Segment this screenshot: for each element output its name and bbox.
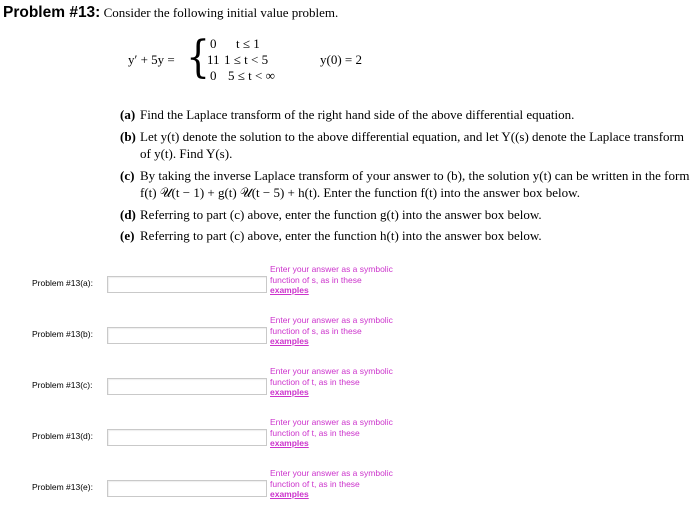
case-1-value: 0 xyxy=(210,36,217,51)
hint-line2: function of t, as in these xyxy=(270,376,360,387)
answer-input-c[interactable] xyxy=(107,378,267,395)
question-d-text: Referring to part (c) above, enter the function g(t) into the answer box below. xyxy=(140,206,542,222)
answer-row-b xyxy=(0,315,700,355)
question-e-label: (e) xyxy=(120,228,135,243)
hint-line1: Enter your answer as a symbolic xyxy=(270,264,393,274)
question-c-text: By taking the inverse Laplace transform of your answer to (b), the solution y(t) can be written in the form f(t) 𝒰(t − 1) + g(t) 𝒰(t − 5) + h(t). Enter the function f(t) into the answer box below. xyxy=(140,167,690,200)
differential-equation xyxy=(128,34,428,84)
question-list xyxy=(120,106,698,249)
problem-title: Problem #13: xyxy=(3,4,101,21)
left-brace: { xyxy=(186,32,210,83)
answer-hint-b xyxy=(270,315,393,347)
case-3-value: 0 xyxy=(210,68,217,83)
answer-row-c xyxy=(0,366,700,406)
hint-line1: Enter your answer as a symbolic xyxy=(270,315,393,325)
answer-label-e: Problem #13(e): xyxy=(32,482,93,492)
question-e xyxy=(120,227,698,245)
answer-input-b[interactable] xyxy=(107,327,267,344)
examples-link[interactable]: examples xyxy=(270,285,309,295)
problem-header xyxy=(3,4,338,22)
answer-hint-e xyxy=(270,468,393,500)
answer-label-c: Problem #13(c): xyxy=(32,380,93,390)
answer-input-a[interactable] xyxy=(107,276,267,293)
examples-link[interactable]: examples xyxy=(270,438,309,448)
hint-line1: Enter your answer as a symbolic xyxy=(270,468,393,478)
hint-line2: function of s, as in these xyxy=(270,274,362,285)
case-2-condition: 1 ≤ t < 5 xyxy=(224,52,269,67)
answer-input-d[interactable] xyxy=(107,429,267,446)
question-a xyxy=(120,106,698,124)
answer-input-e[interactable] xyxy=(107,480,267,497)
hint-line1: Enter your answer as a symbolic xyxy=(270,366,393,376)
case-3-condition: 5 ≤ t < ∞ xyxy=(228,68,275,83)
hint-line2: function of s, as in these xyxy=(270,325,362,336)
question-c xyxy=(120,167,698,202)
question-d xyxy=(120,206,698,224)
hint-line1: Enter your answer as a symbolic xyxy=(270,417,393,427)
question-b-text: Let y(t) denote the solution to the above differential equation, and let Y((s) denote the Laplace transform of y(t). Find Y(s). xyxy=(140,128,685,161)
question-b-label: (b) xyxy=(120,128,136,144)
question-b xyxy=(120,128,698,163)
problem-intro: Consider the following initial value problem. xyxy=(103,5,339,20)
question-e-text: Referring to part (c) above, enter the function h(t) into the answer box below. xyxy=(140,228,542,243)
answer-label-d: Problem #13(d): xyxy=(32,431,93,441)
initial-condition: y(0) = 2 xyxy=(320,52,362,67)
hint-line2: function of t, as in these xyxy=(270,478,360,489)
answer-row-a xyxy=(0,264,700,304)
answer-row-d xyxy=(0,417,700,457)
question-a-label: (a) xyxy=(120,107,136,122)
case-2-value: 11 xyxy=(207,52,220,67)
examples-link[interactable]: examples xyxy=(270,489,309,499)
answer-hint-c xyxy=(270,366,393,398)
case-1-condition: t ≤ 1 xyxy=(236,36,260,51)
examples-link[interactable]: examples xyxy=(270,387,309,397)
question-d-label: (d) xyxy=(120,206,136,222)
equation-lhs: y′ + 5y = xyxy=(128,52,175,67)
examples-link[interactable]: examples xyxy=(270,336,309,346)
question-a-text: Find the Laplace transform of the right hand side of the above differential equation. xyxy=(140,107,575,122)
answer-hint-d xyxy=(270,417,393,449)
answer-label-b: Problem #13(b): xyxy=(32,329,93,339)
answer-label-a: Problem #13(a): xyxy=(32,278,93,288)
question-c-label: (c) xyxy=(120,167,135,183)
answer-hint-a xyxy=(270,264,393,296)
hint-line2: function of t, as in these xyxy=(270,427,360,438)
answer-row-e xyxy=(0,468,700,508)
